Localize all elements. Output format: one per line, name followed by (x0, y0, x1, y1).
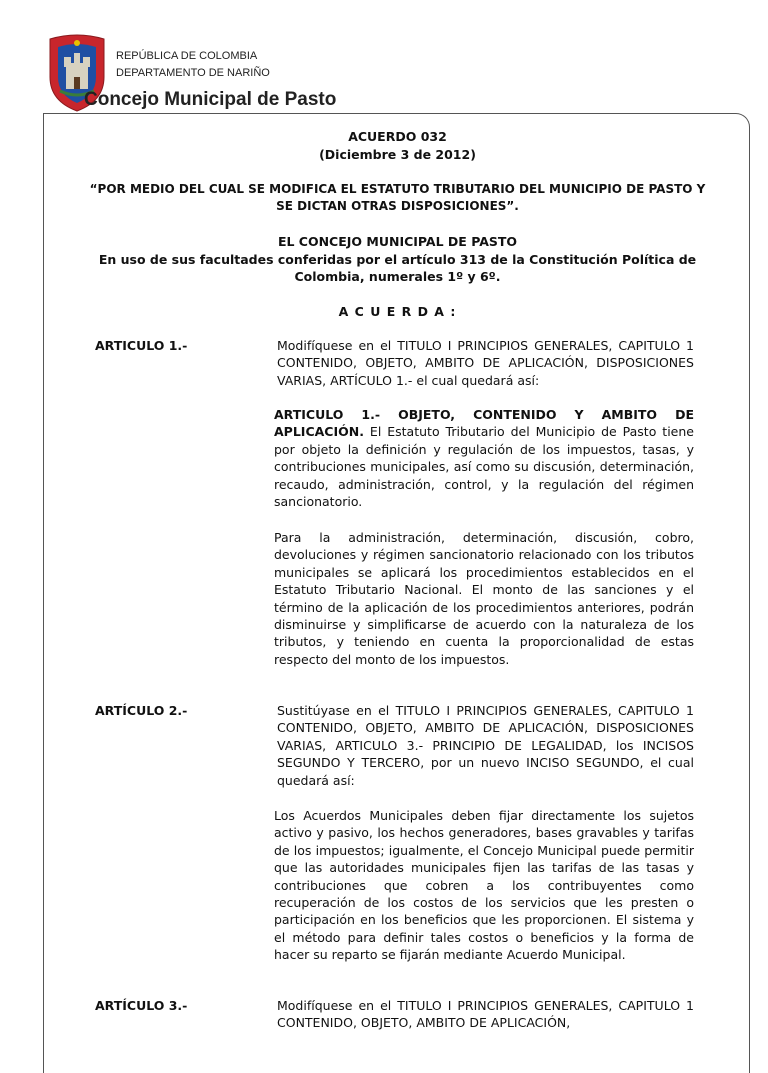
header-republic-block (116, 48, 270, 82)
article-2-paragraph-1: Sustitúyase en el TITULO I PRINCIPIOS GENERALES, CAPITULO 1 CONTENIDO, OBJETO, AMBITO DE APLICACIÓN, DISPOSICIONES VARIAS, ARTICULO 3.- PRINCIPIO DE LEGALIDAD, los INCISOS SEGUNDO Y TERCERO, por un nuevo INCISO SEGUNDO, el cual quedará así: (277, 703, 694, 788)
acuerda-heading: A C U E R D A : (338, 304, 457, 319)
article-3-label: ARTÍCULO 3.- (95, 998, 188, 1013)
faculties-line1: En uso de sus facultades conferidas por el artículo 313 de la Constitución Política de (98, 252, 697, 267)
council-body-name: EL CONCEJO MUNICIPAL DE PASTO (277, 234, 518, 249)
council-title: Concejo Municipal de Pasto (84, 89, 337, 110)
document-title-line2: SE DICTAN OTRAS DISPOSICIONES”. (276, 199, 519, 213)
article-1-paragraph-3: Para la administración, determinación, discusión, cobro, devoluciones y régimen sancionatorio relacionado con los tributos municipales se aplicará los procedimientos establecidos en el Estatuto Tributario Nacional. El monto de las sanciones y el término de la aplicación de los procedimientos anteriores, podrán disminuirse y simplificarse de acuerdo con la naturaleza de los tributos, y teniendo en cuenta la proporcionalidad de estas respecto del monto de los impuestos. (274, 530, 694, 667)
article-2-label: ARTÍCULO 2.- (95, 703, 188, 718)
article-1-paragraph-2 (274, 406, 694, 510)
acuerdo-date: (Diciembre 3 de 2012) (319, 147, 476, 162)
article-2-paragraph-2: Los Acuerdos Municipales deben fijar directamente los sujetos activo y pasivo, los hechos generadores, bases gravables y tarifas de los impuestos; igualmente, el Concejo Municipal puede permitir que las autoridades municipales fijen las tarifas de las tasas y contribuciones que cobren a los contribuyentes como recuperación de los costos de los servicios que les presten o participación en los beneficios que les proporcionen. El sistema y el método para definir tales costos o beneficios y la forma de hacer su reparto se fijarán mediante Acuerdo Municipal. (274, 808, 694, 963)
article-1-paragraph-1: Modifíquese en el TITULO I PRINCIPIOS GENERALES, CAPITULO 1 CONTENIDO, OBJETO, AMBITO DE APLICACIÓN, DISPOSICIONES VARIAS, ARTÍCULO 1.- el cual quedará así: (277, 338, 694, 388)
republic-label: REPÚBLICA DE COLOMBIA (116, 50, 258, 62)
faculties-line2: Colombia, numerales 1º y 6º. (294, 269, 501, 284)
acuerdo-number: ACUERDO 032 (348, 129, 447, 144)
article-1-heading: ARTICULO 1.- OBJETO, CONTENIDO Y AMBITO DE APLICACIÓN. (274, 407, 694, 440)
article-3-paragraph-1: Modifíquese en el TITULO I PRINCIPIOS GENERALES, CAPITULO 1 CONTENIDO, OBJETO, AMBITO DE APLICACIÓN, (277, 998, 694, 1031)
article-1-definition: El Estatuto Tributario del Municipio de Pasto tiene por objeto la definición y regulación de los impuestos, tasas, y contribuciones municipales, así como su discusión, determinación, recaudo, administración, control, y la regulación del régimen sancionatorio. (274, 424, 694, 510)
document-title-line1: “POR MEDIO DEL CUAL SE MODIFICA EL ESTATUTO TRIBUTARIO DEL MUNICIPIO DE PASTO Y (89, 182, 706, 196)
article-1-label: ARTICULO 1.- (95, 338, 188, 353)
department-label: DEPARTAMENTO DE NARIÑO (116, 67, 270, 79)
